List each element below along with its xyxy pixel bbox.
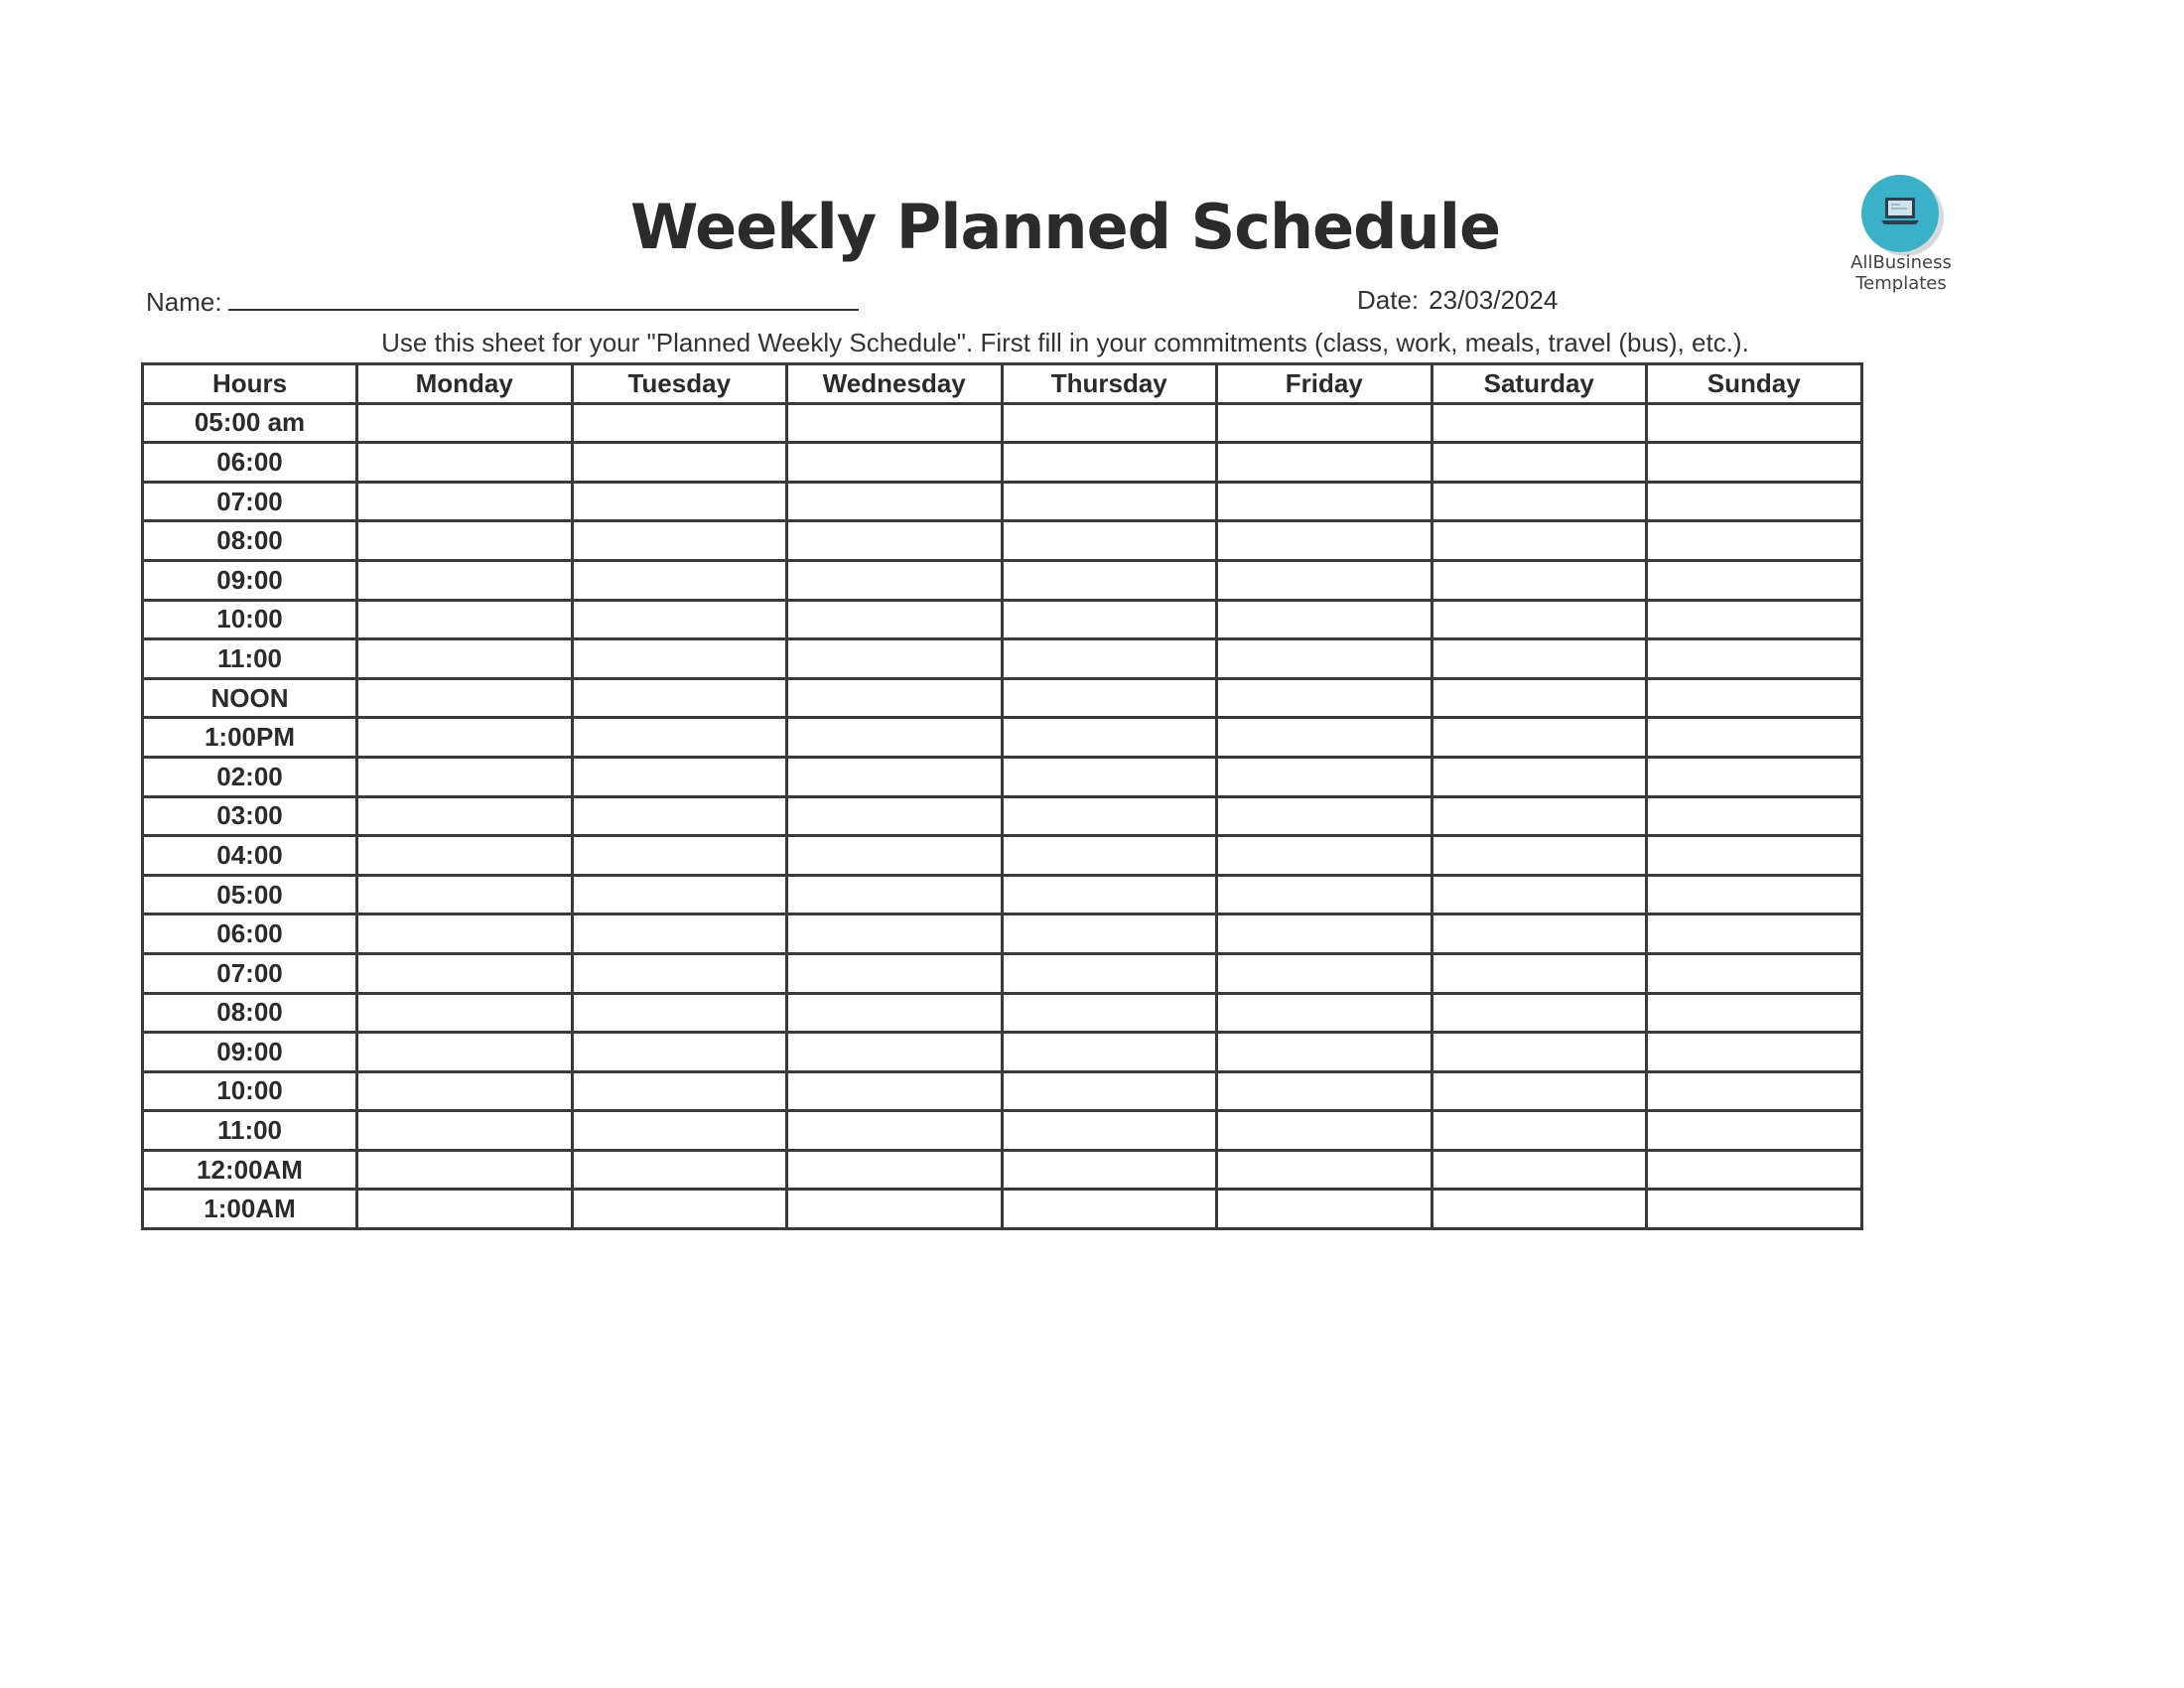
schedule-cell-thursday[interactable] <box>1002 1111 1217 1151</box>
hour-label: 10:00 <box>143 600 357 639</box>
schedule-cell-sunday[interactable] <box>1647 678 1862 718</box>
schedule-cell-friday[interactable] <box>1217 993 1433 1033</box>
schedule-cell-saturday[interactable] <box>1432 1033 1647 1072</box>
schedule-cell-monday[interactable] <box>357 600 573 639</box>
schedule-cell-sunday[interactable] <box>1647 521 1862 561</box>
schedule-cell-friday[interactable] <box>1217 1071 1433 1111</box>
table-row <box>143 953 1862 993</box>
schedule-cell-friday[interactable] <box>1217 836 1433 876</box>
schedule-cell-tuesday[interactable] <box>572 1071 787 1111</box>
schedule-cell-monday[interactable] <box>357 403 573 443</box>
schedule-cell-friday[interactable] <box>1217 600 1433 639</box>
schedule-cell-monday[interactable] <box>357 1033 573 1072</box>
schedule-cell-wednesday[interactable] <box>787 1150 1003 1190</box>
hour-label: 03:00 <box>143 796 357 836</box>
schedule-cell-tuesday[interactable] <box>572 560 787 600</box>
hour-label: 07:00 <box>143 953 357 993</box>
schedule-cell-wednesday[interactable] <box>787 1071 1003 1111</box>
schedule-cell-thursday[interactable] <box>1002 1190 1217 1229</box>
hour-label: 07:00 <box>143 482 357 521</box>
hour-label: 06:00 <box>143 914 357 954</box>
hour-label: 11:00 <box>143 1111 357 1151</box>
schedule-cell-saturday[interactable] <box>1432 953 1647 993</box>
instructions-text: Use this sheet for your "Planned Weekly Schedule". First fill in your commitments (class, work, meals, travel (bus), etc.). <box>381 328 1749 357</box>
schedule-cell-saturday[interactable] <box>1432 796 1647 836</box>
table-row <box>143 1190 1862 1229</box>
schedule-cell-wednesday[interactable] <box>787 953 1003 993</box>
schedule-cell-saturday[interactable] <box>1432 1071 1647 1111</box>
schedule-cell-sunday[interactable] <box>1647 482 1862 521</box>
schedule-cell-tuesday[interactable] <box>572 757 787 796</box>
schedule-cell-tuesday[interactable] <box>572 639 787 679</box>
schedule-cell-thursday[interactable] <box>1002 914 1217 954</box>
column-header-friday: Friday <box>1217 364 1433 404</box>
hour-label: 08:00 <box>143 521 357 561</box>
schedule-cell-wednesday[interactable] <box>787 1033 1003 1072</box>
table-row <box>143 678 1862 718</box>
schedule-cell-wednesday[interactable] <box>787 443 1003 483</box>
table-row <box>143 600 1862 639</box>
schedule-cell-sunday[interactable] <box>1647 639 1862 679</box>
schedule-cell-saturday[interactable] <box>1432 678 1647 718</box>
schedule-cell-friday[interactable] <box>1217 403 1433 443</box>
allbusiness-logo <box>1832 175 1980 294</box>
schedule-cell-sunday[interactable] <box>1647 796 1862 836</box>
table-row <box>143 1071 1862 1111</box>
schedule-cell-tuesday[interactable] <box>572 403 787 443</box>
schedule-cell-thursday[interactable] <box>1002 482 1217 521</box>
schedule-cell-friday[interactable] <box>1217 1150 1433 1190</box>
schedule-cell-wednesday[interactable] <box>787 678 1003 718</box>
table-row <box>143 757 1862 796</box>
schedule-cell-monday[interactable] <box>357 796 573 836</box>
table-row <box>143 560 1862 600</box>
schedule-cell-tuesday[interactable] <box>572 993 787 1033</box>
schedule-cell-monday[interactable] <box>357 1190 573 1229</box>
schedule-cell-monday[interactable] <box>357 757 573 796</box>
schedule-cell-friday[interactable] <box>1217 914 1433 954</box>
schedule-cell-sunday[interactable] <box>1647 757 1862 796</box>
table-row <box>143 639 1862 679</box>
schedule-cell-friday[interactable] <box>1217 678 1433 718</box>
table-body <box>143 403 1862 1228</box>
schedule-cell-monday[interactable] <box>357 718 573 758</box>
schedule-cell-wednesday[interactable] <box>787 914 1003 954</box>
schedule-cell-monday[interactable] <box>357 1150 573 1190</box>
schedule-cell-tuesday[interactable] <box>572 1190 787 1229</box>
schedule-cell-wednesday[interactable] <box>787 521 1003 561</box>
schedule-cell-saturday[interactable] <box>1432 718 1647 758</box>
schedule-cell-thursday[interactable] <box>1002 678 1217 718</box>
schedule-cell-tuesday[interactable] <box>572 718 787 758</box>
schedule-cell-monday[interactable] <box>357 836 573 876</box>
schedule-cell-friday[interactable] <box>1217 443 1433 483</box>
schedule-cell-thursday[interactable] <box>1002 836 1217 876</box>
logo-line-2: Templates <box>1855 273 1947 294</box>
column-header-thursday: Thursday <box>1002 364 1217 404</box>
schedule-cell-monday[interactable] <box>357 914 573 954</box>
hour-label: 09:00 <box>143 560 357 600</box>
column-header-monday: Monday <box>357 364 573 404</box>
schedule-cell-monday[interactable] <box>357 678 573 718</box>
schedule-cell-friday[interactable] <box>1217 875 1433 914</box>
hour-label: 11:00 <box>143 639 357 679</box>
schedule-cell-monday[interactable] <box>357 993 573 1033</box>
schedule-cell-thursday[interactable] <box>1002 521 1217 561</box>
schedule-table <box>141 362 1863 1230</box>
table-row <box>143 836 1862 876</box>
hour-label: 08:00 <box>143 993 357 1033</box>
table-row <box>143 403 1862 443</box>
hour-label: 09:00 <box>143 1033 357 1072</box>
hour-label: 06:00 <box>143 443 357 483</box>
schedule-cell-sunday[interactable] <box>1647 718 1862 758</box>
schedule-cell-tuesday[interactable] <box>572 443 787 483</box>
schedule-cell-thursday[interactable] <box>1002 1071 1217 1111</box>
date-value: 23/03/2024 <box>1429 285 1559 315</box>
schedule-cell-thursday[interactable] <box>1002 443 1217 483</box>
schedule-cell-friday[interactable] <box>1217 521 1433 561</box>
table-row <box>143 796 1862 836</box>
hour-label: 12:00AM <box>143 1150 357 1190</box>
schedule-cell-thursday[interactable] <box>1002 875 1217 914</box>
schedule-cell-monday[interactable] <box>357 560 573 600</box>
schedule-cell-tuesday[interactable] <box>572 482 787 521</box>
logo-line-1: AllBusiness <box>1850 252 1952 273</box>
schedule-cell-thursday[interactable] <box>1002 953 1217 993</box>
schedule-cell-tuesday[interactable] <box>572 600 787 639</box>
schedule-cell-tuesday[interactable] <box>572 796 787 836</box>
schedule-cell-saturday[interactable] <box>1432 1111 1647 1151</box>
schedule-cell-saturday[interactable] <box>1432 1150 1647 1190</box>
schedule-cell-saturday[interactable] <box>1432 875 1647 914</box>
schedule-cell-saturday[interactable] <box>1432 836 1647 876</box>
schedule-cell-wednesday[interactable] <box>787 1111 1003 1151</box>
schedule-cell-sunday[interactable] <box>1647 1190 1862 1229</box>
schedule-cell-friday[interactable] <box>1217 482 1433 521</box>
schedule-cell-thursday[interactable] <box>1002 757 1217 796</box>
schedule-cell-thursday[interactable] <box>1002 993 1217 1033</box>
schedule-cell-wednesday[interactable] <box>787 639 1003 679</box>
schedule-cell-wednesday[interactable] <box>787 482 1003 521</box>
schedule-cell-saturday[interactable] <box>1432 600 1647 639</box>
schedule-cell-tuesday[interactable] <box>572 1111 787 1151</box>
table-row <box>143 1111 1862 1151</box>
schedule-cell-wednesday[interactable] <box>787 993 1003 1033</box>
schedule-cell-sunday[interactable] <box>1647 875 1862 914</box>
schedule-cell-sunday[interactable] <box>1647 443 1862 483</box>
schedule-cell-tuesday[interactable] <box>572 914 787 954</box>
schedule-cell-sunday[interactable] <box>1647 1111 1862 1151</box>
table-row <box>143 875 1862 914</box>
schedule-cell-friday[interactable] <box>1217 1190 1433 1229</box>
schedule-cell-thursday[interactable] <box>1002 718 1217 758</box>
hour-label: 04:00 <box>143 836 357 876</box>
schedule-cell-sunday[interactable] <box>1647 953 1862 993</box>
schedule-cell-tuesday[interactable] <box>572 836 787 876</box>
laptop-icon <box>1861 175 1939 252</box>
column-header-hours: Hours <box>143 364 357 404</box>
hour-label: 1:00AM <box>143 1190 357 1229</box>
schedule-cell-saturday[interactable] <box>1432 403 1647 443</box>
schedule-cell-thursday[interactable] <box>1002 600 1217 639</box>
column-header-sunday: Sunday <box>1647 364 1862 404</box>
schedule-cell-monday[interactable] <box>357 953 573 993</box>
schedule-cell-sunday[interactable] <box>1647 914 1862 954</box>
schedule-cell-saturday[interactable] <box>1432 1190 1647 1229</box>
schedule-cell-tuesday[interactable] <box>572 678 787 718</box>
schedule-cell-thursday[interactable] <box>1002 796 1217 836</box>
table-row <box>143 993 1862 1033</box>
schedule-cell-wednesday[interactable] <box>787 600 1003 639</box>
schedule-cell-saturday[interactable] <box>1432 914 1647 954</box>
schedule-cell-monday[interactable] <box>357 443 573 483</box>
table-header-row <box>143 364 1862 404</box>
table-row <box>143 718 1862 758</box>
date-label: Date: <box>1357 285 1420 315</box>
column-header-saturday: Saturday <box>1432 364 1647 404</box>
schedule-cell-monday[interactable] <box>357 875 573 914</box>
schedule-cell-saturday[interactable] <box>1432 757 1647 796</box>
hour-label: 05:00 <box>143 875 357 914</box>
hour-label: 10:00 <box>143 1071 357 1111</box>
schedule-cell-sunday[interactable] <box>1647 600 1862 639</box>
schedule-cell-monday[interactable] <box>357 1111 573 1151</box>
table-row <box>143 482 1862 521</box>
table-row <box>143 521 1862 561</box>
hour-label: 02:00 <box>143 757 357 796</box>
schedule-cell-friday[interactable] <box>1217 953 1433 993</box>
table-row <box>143 1150 1862 1190</box>
name-label: Name: <box>146 287 222 317</box>
schedule-cell-monday[interactable] <box>357 482 573 521</box>
schedule-cell-wednesday[interactable] <box>787 1190 1003 1229</box>
schedule-cell-monday[interactable] <box>357 1071 573 1111</box>
hour-label: 05:00 am <box>143 403 357 443</box>
schedule-cell-wednesday[interactable] <box>787 403 1003 443</box>
schedule-cell-wednesday[interactable] <box>787 757 1003 796</box>
schedule-cell-sunday[interactable] <box>1647 1150 1862 1190</box>
schedule-cell-thursday[interactable] <box>1002 403 1217 443</box>
name-blank-line[interactable] <box>228 285 859 311</box>
page-title: Weekly Planned Schedule <box>630 191 1500 263</box>
schedule-cell-monday[interactable] <box>357 521 573 561</box>
hour-label: NOON <box>143 678 357 718</box>
table-row <box>143 443 1862 483</box>
schedule-cell-sunday[interactable] <box>1647 403 1862 443</box>
table-row <box>143 1033 1862 1072</box>
schedule-cell-sunday[interactable] <box>1647 1071 1862 1111</box>
schedule-cell-wednesday[interactable] <box>787 796 1003 836</box>
schedule-cell-wednesday[interactable] <box>787 718 1003 758</box>
schedule-cell-sunday[interactable] <box>1647 1033 1862 1072</box>
schedule-cell-tuesday[interactable] <box>572 875 787 914</box>
schedule-cell-monday[interactable] <box>357 639 573 679</box>
schedule-cell-saturday[interactable] <box>1432 482 1647 521</box>
logo-wordmark <box>1832 252 1971 294</box>
schedule-cell-tuesday[interactable] <box>572 1033 787 1072</box>
schedule-cell-friday[interactable] <box>1217 757 1433 796</box>
schedule-cell-tuesday[interactable] <box>572 521 787 561</box>
schedule-cell-tuesday[interactable] <box>572 953 787 993</box>
schedule-cell-friday[interactable] <box>1217 1033 1433 1072</box>
column-header-wednesday: Wednesday <box>787 364 1003 404</box>
schedule-cell-saturday[interactable] <box>1432 560 1647 600</box>
schedule-cell-thursday[interactable] <box>1002 639 1217 679</box>
schedule-cell-friday[interactable] <box>1217 560 1433 600</box>
schedule-cell-saturday[interactable] <box>1432 443 1647 483</box>
schedule-cell-saturday[interactable] <box>1432 639 1647 679</box>
schedule-cell-sunday[interactable] <box>1647 560 1862 600</box>
schedule-cell-sunday[interactable] <box>1647 836 1862 876</box>
table-row <box>143 914 1862 954</box>
schedule-cell-friday[interactable] <box>1217 718 1433 758</box>
schedule-cell-saturday[interactable] <box>1432 993 1647 1033</box>
schedule-cell-friday[interactable] <box>1217 1111 1433 1151</box>
schedule-cell-friday[interactable] <box>1217 796 1433 836</box>
schedule-cell-wednesday[interactable] <box>787 875 1003 914</box>
column-header-tuesday: Tuesday <box>572 364 787 404</box>
schedule-cell-friday[interactable] <box>1217 639 1433 679</box>
date-field <box>1357 285 1558 316</box>
hour-label: 1:00PM <box>143 718 357 758</box>
schedule-cell-thursday[interactable] <box>1002 1150 1217 1190</box>
schedule-cell-wednesday[interactable] <box>787 560 1003 600</box>
schedule-cell-tuesday[interactable] <box>572 1150 787 1190</box>
schedule-cell-sunday[interactable] <box>1647 993 1862 1033</box>
schedule-cell-thursday[interactable] <box>1002 1033 1217 1072</box>
schedule-cell-saturday[interactable] <box>1432 521 1647 561</box>
schedule-cell-thursday[interactable] <box>1002 560 1217 600</box>
name-field <box>146 285 859 318</box>
schedule-cell-wednesday[interactable] <box>787 836 1003 876</box>
